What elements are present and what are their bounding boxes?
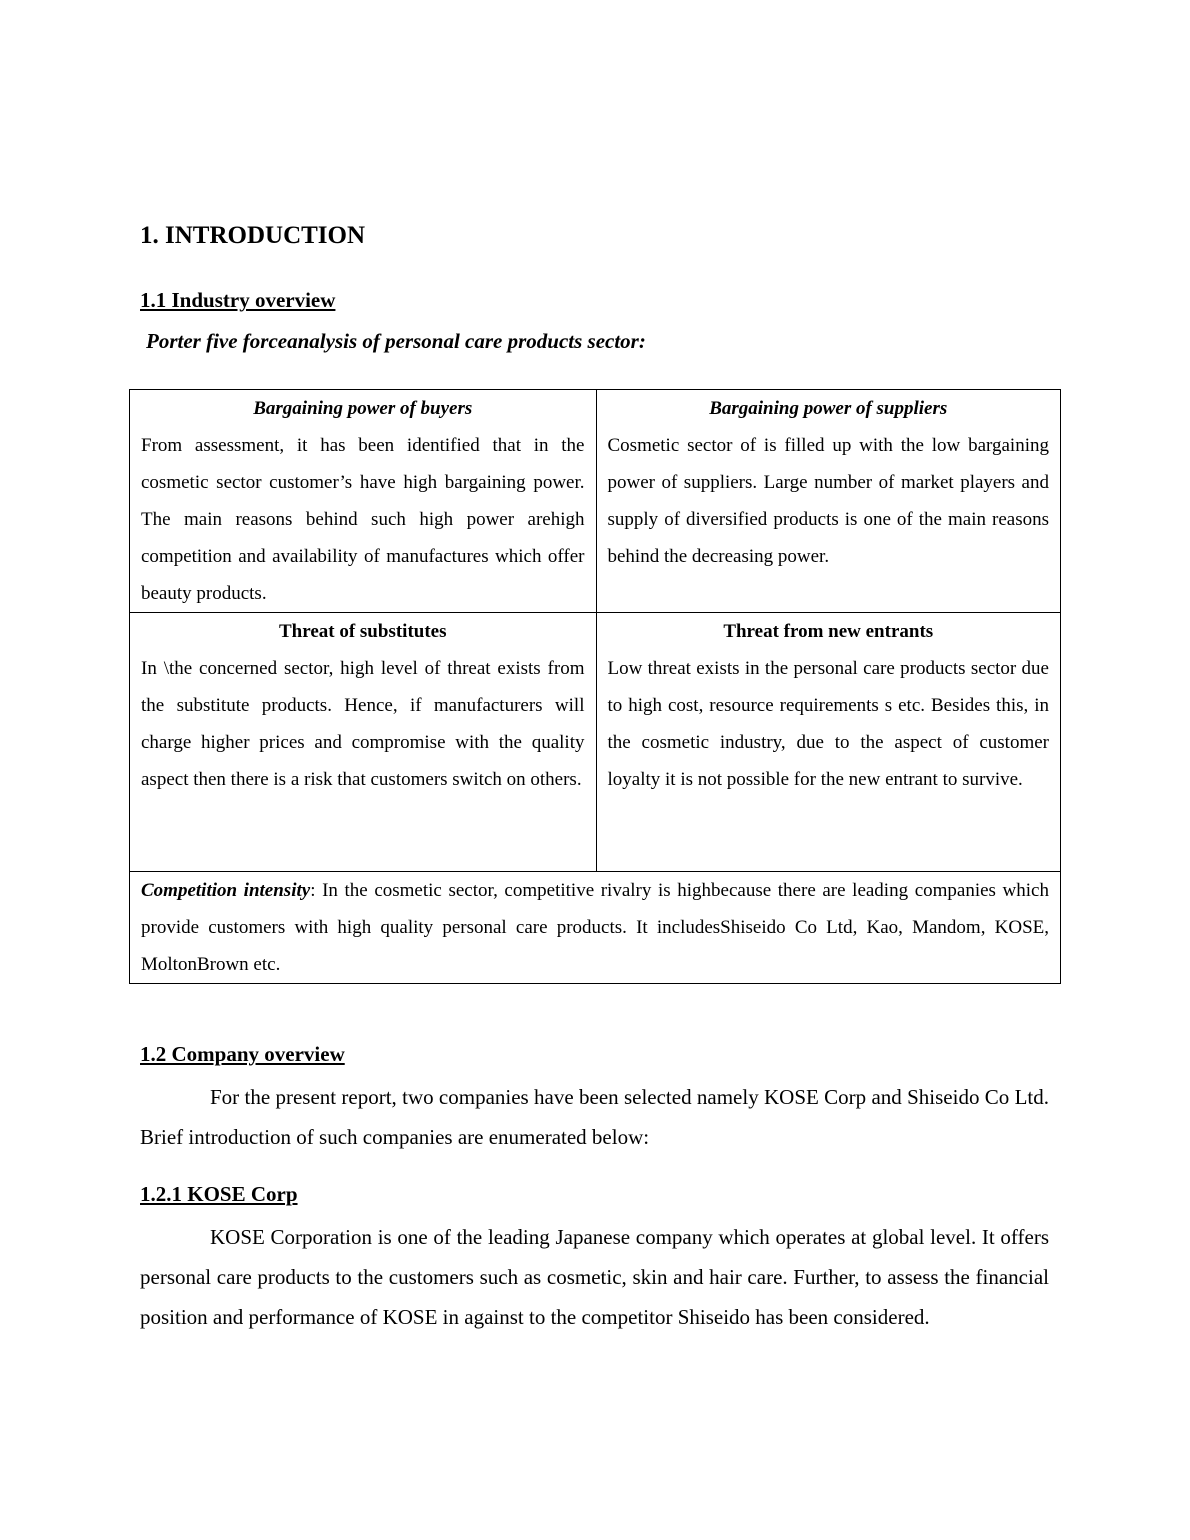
table-row <box>130 613 1061 872</box>
table-row <box>130 872 1061 984</box>
buyers-text: From assessment, it has been identified that in the cosmetic sector customer’s have high bargaining power. The main reasons behind such high power arehigh competition and availability of manufactures which offer beauty products. <box>141 435 585 604</box>
substitutes-cell <box>130 613 597 872</box>
kose-paragraph: KOSE Corporation is one of the leading Japanese company which operates at global level. It offers personal care products to the customers such as cosmetic, skin and hair care. Further, to assess the financial position and performance of KOSE in against to the competitor Shiseido has been considered. <box>140 1225 1049 1329</box>
competition-text: : In the cosmetic sector, competitive rivalry is highbecause there are leading companies which provide customers with high quality personal care products. It includesShiseido Co Ltd, Kao, Mandom, KOSE, MoltonBrown etc. <box>141 880 1049 975</box>
company-overview-paragraph: For the present report, two companies have been selected namely KOSE Corp and Shiseido Co Ltd. Brief introduction of such companies are enumerated below: <box>140 1085 1049 1149</box>
subheading-company-overview: 1.2 Company overview <box>140 1042 345 1066</box>
subheading-industry-overview: 1.1 Industry overview <box>140 288 336 312</box>
competition-label: Competition intensity <box>141 880 311 901</box>
buyers-title: Bargaining power of buyers <box>253 398 473 419</box>
table-row <box>130 390 1061 613</box>
section-heading-introduction: 1. INTRODUCTION <box>140 222 366 249</box>
suppliers-text: Cosmetic sector of is filled up with the low bargaining power of suppliers. Large number of market players and supply of diversified products is one of the main reasons behind the decreasing power. <box>607 435 1049 567</box>
suppliers-title: Bargaining power of suppliers <box>709 398 948 419</box>
buyers-cell <box>130 390 597 613</box>
porter-five-forces-table <box>129 389 1061 984</box>
substitutes-text: In \the concerned sector, high level of threat exists from the substitute products. Hence, if manufacturers will charge higher prices and compromise with the quality aspect then there is a risk that customers switch on others. <box>141 658 585 790</box>
new-entrants-cell <box>596 613 1061 872</box>
subheading-kose-corp: 1.2.1 KOSE Corp <box>140 1182 298 1206</box>
competition-cell <box>130 872 1061 984</box>
competition-paragraph <box>141 872 1049 983</box>
porter-analysis-title: Porter five forceanalysis of personal care products sector: <box>146 329 646 353</box>
new-entrants-text: Low threat exists in the personal care products sector due to high cost, resource requirements s etc. Besides this, in the cosmetic industry, due to the aspect of customer loyalty it is not possible for the new entrant to survive. <box>607 658 1049 790</box>
suppliers-cell <box>596 390 1061 613</box>
new-entrants-title: Threat from new entrants <box>723 621 934 642</box>
substitutes-title: Threat of substitutes <box>279 621 447 642</box>
